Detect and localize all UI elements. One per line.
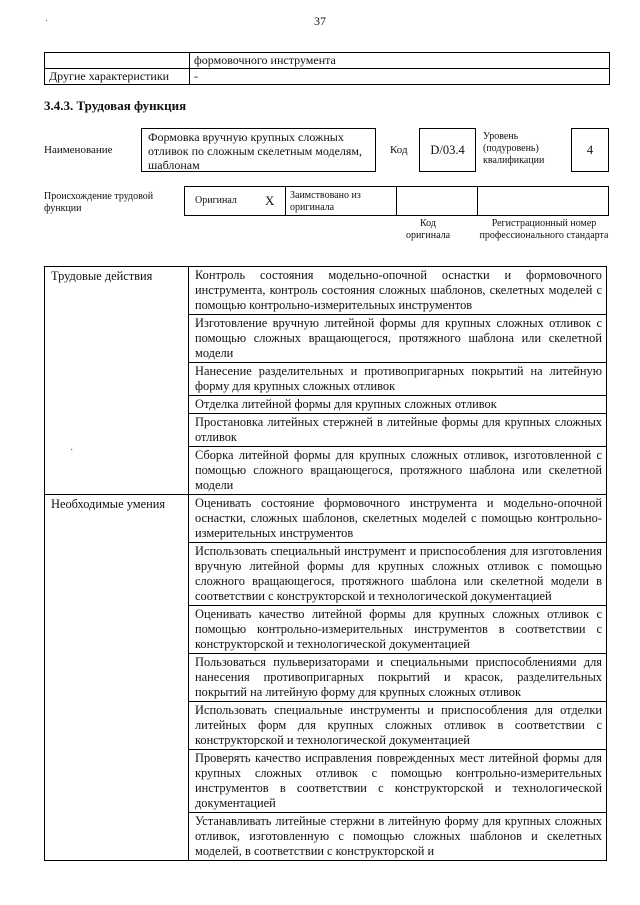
labor-function-table (44, 266, 607, 861)
list-item: Проверять качество исправления поврежденных мест литейной формы для крупных сложных отливок с помощью контрольно-измерительных инструментов в соответствии с конструкторской и технологической документацией (189, 750, 606, 813)
level-label: Уровень (подуровень) квалификации (483, 131, 545, 166)
original-label: Оригинал (195, 195, 237, 206)
list-item: Нанесение разделительных и противопригарных покрытий на литейную форму для крупных сложных отливок (189, 363, 606, 396)
list-item: Устанавливать литейные стержни в литейную форму для крупных сложных отливок, изготовленную с помощью сложных шаблонов и скелетных моделей, в соответствии с конструкторской и (195, 814, 602, 858)
section-title: 3.4.3. Трудовая функция (44, 98, 187, 113)
original-mark: Х (265, 193, 275, 208)
original-cell (184, 186, 286, 216)
original-code-caption: Код оригинала (405, 218, 451, 241)
labor-actions-cell (189, 267, 607, 495)
scan-dot-mark: · (70, 445, 74, 456)
list-item: Простановка литейных стержней в литейные формы для крупных сложных отливок (189, 414, 606, 447)
registration-number-cell (477, 186, 609, 216)
list-item: Оценивать состояние формовочного инструмента и модельно-опочной оснастки, сложных шаблонов, скелетных моделей с помощью контрольно-измерительных инструментов (189, 495, 606, 543)
row-value: - (190, 69, 610, 85)
name-label: Наименование (44, 144, 113, 156)
list-item: Пользоваться пульверизаторами и специальными приспособлениями для нанесения противопригарных покрытий и красок, разделительных покрытий на литейную форму для крупных сложных отливок (189, 654, 606, 702)
list-item: Контроль состояния модельно-опочной оснастки и формовочного инструмента, контроль состояния сложных шаблонов, скелетных моделей с помощью контрольно-измерительных инструментов (189, 267, 606, 315)
required-skills-cell (189, 495, 607, 861)
table-row (45, 53, 610, 69)
table-row (45, 267, 607, 495)
list-item: Оценивать качество литейной формы для крупных сложных отливок с помощью контрольно-измерительных инструментов в соответствии с конструкторской и технологической документацией (189, 606, 606, 654)
code-label: Код (390, 144, 408, 156)
origin-label: Происхождение трудовой функции (44, 191, 154, 214)
level-value-box: 4 (571, 128, 609, 172)
page-number: 37 (314, 14, 326, 28)
function-name-box: Формовка вручную крупных сложных отливок по сложным скелетным моделям, шаблонам (141, 128, 376, 172)
list-item: Использовать специальные инструменты и приспособления для отделки литейных форм для крупных сложных отливок в соответствии с конструкторской и технологической документацией (189, 702, 606, 750)
row-label (45, 53, 190, 69)
borrowed-label: Заимствовано из оригинала (290, 190, 361, 213)
code-value-box: D/03.4 (419, 128, 476, 172)
table-row (45, 69, 610, 85)
list-item: Использовать специальный инструмент и приспособления для изготовления вручную литейной формы для крупных сложных отливок с помощью сложного вращающегося, протяжного шаблона или скелетной модели в соответствии с конструкторской и технологической документацией (189, 543, 606, 606)
section-heading-required-skills: Необходимые умения (45, 495, 189, 861)
borrowed-cell (285, 186, 397, 216)
list-item: Изготовление вручную литейной формы для крупных сложных отливок с помощью сложных вращающегося, протяжного шаблона или скелетной модели (189, 315, 606, 363)
continuation-table (44, 52, 610, 85)
list-item: Сборка литейной формы для крупных сложных отливок, изготовленной с помощью сложного вращающегося, протяжного шаблона или скелетной модели (195, 448, 602, 492)
registration-number-caption: Регистрационный номер профессионального стандарта (479, 218, 609, 241)
row-label: Другие характеристики (45, 69, 190, 85)
original-code-cell (396, 186, 478, 216)
row-value: формовочного инструмента (190, 53, 610, 69)
table-row (45, 495, 607, 861)
scan-dot-mark: · (45, 16, 49, 27)
list-item: Отделка литейной формы для крупных сложных отливок (189, 396, 606, 414)
section-heading-labor-actions: Трудовые действия (45, 267, 189, 495)
